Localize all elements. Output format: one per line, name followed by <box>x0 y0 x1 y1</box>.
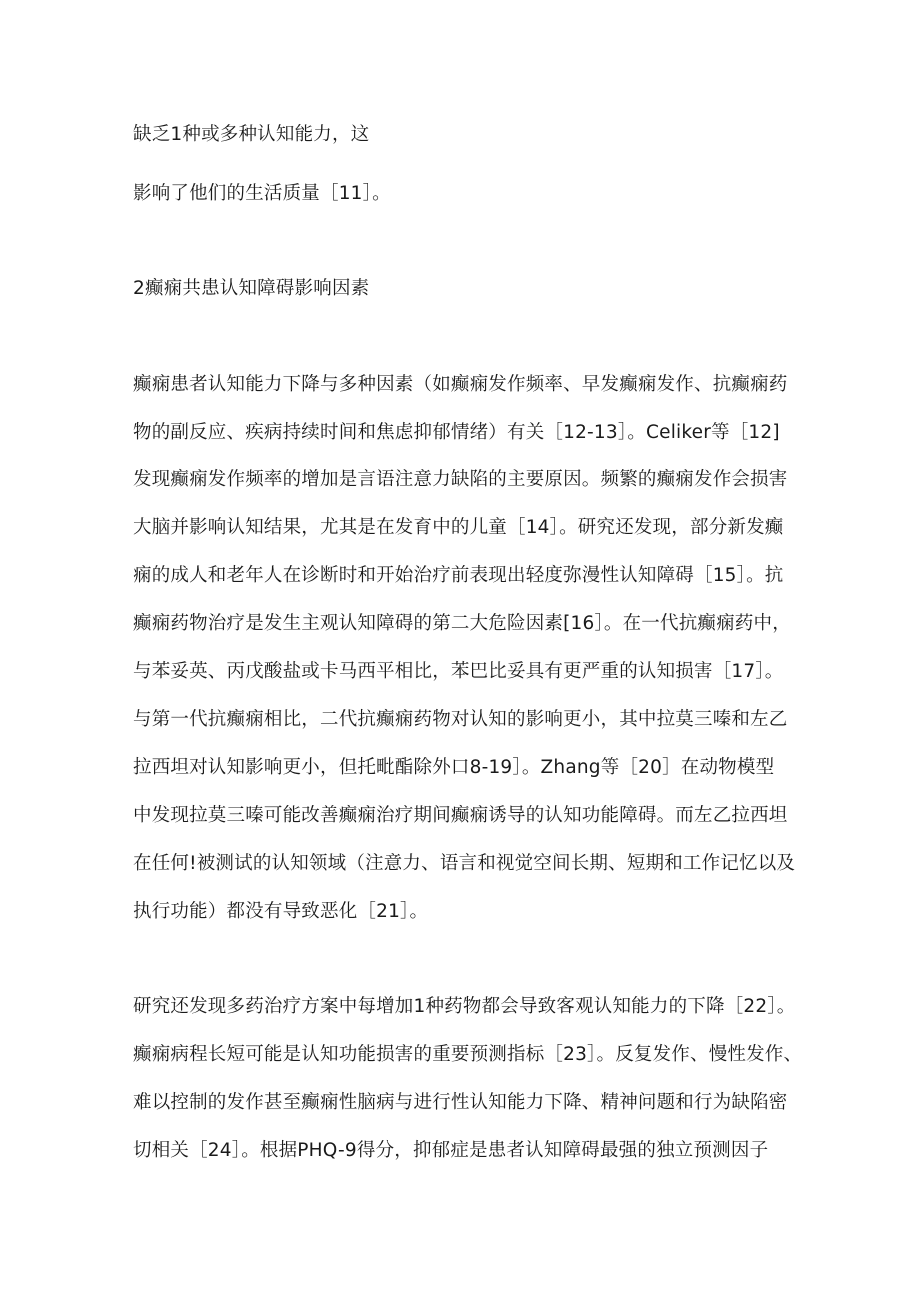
paragraph1-line-3: 发现癫痫发作频率的增加是言语注意力缺陷的主要原因。频繁的癫痫发作会损害 <box>133 469 788 490</box>
paragraph2-line-4: 切相关［24］。根据PHQ-9得分，抑郁症是患者认知障碍最强的独立预测因子 <box>133 1140 769 1161</box>
intro-line-2: 影响了他们的生活质量［11］。 <box>133 183 391 204</box>
paragraph1-line-10: 中发现拉莫三嗪可能改善癫痫治疗期间癫痫诱导的认知功能障碍。而左乙拉西坦 <box>133 805 788 826</box>
intro-line-1: 缺乏1种或多种认知能力，这 <box>133 124 370 145</box>
paragraph2-line-1: 研究还发现多药治疗方案中每增加1种药物都会导致客观认知能力的下降［22］。 <box>133 996 796 1017</box>
paragraph1-line-8: 与第一代抗癫痫相比，二代抗癫痫药物对认知的影响更小，其中拉莫三嗪和左乙 <box>133 709 788 730</box>
section-heading: 2癫痫共患认知障碍影响因素 <box>133 278 370 299</box>
paragraph1-line-7: 与苯妥英、丙戊酸盐或卡马西平相比，苯巴比妥具有更严重的认知损害［17］。 <box>133 661 784 682</box>
paragraph2-line-3: 难以控制的发作甚至癫痫性脑病与进行性认知能力下降、精神问题和行为缺陷密 <box>133 1092 788 1113</box>
paragraph1-line-1: 癫痫患者认知能力下降与多种因素（如癫痫发作频率、早发癫痫发作、抗癫痫药 <box>133 374 788 395</box>
paragraph1-line-2: 物的副反应、疾病持续时间和焦虑抑郁情绪）有关［12-13］。Celiker等［12] <box>133 422 780 443</box>
paragraph1-line-5: 痫的成人和老年人在诊断时和开始治疗前表现出轻度弥漫性认知障碍［15］。抗 <box>133 565 784 586</box>
paragraph1-line-4: 大脑并影响认知结果，尤其是在发育中的儿童［14］。研究还发现，部分新发癫 <box>133 517 784 538</box>
paragraph2-line-2: 癫痫病程长短可能是认知功能损害的重要预测指标［23］。反复发作、慢性发作、 <box>133 1044 803 1065</box>
paragraph1-line-6: 癫痫药物治疗是发生主观认知障碍的第二大危险因素[16］。在一代抗癫痫药中， <box>133 613 791 634</box>
paragraph1-line-9: 拉西坦对认知影响更小，但托毗酯除外口8-19］。Zhang等［20］在动物模型 <box>133 757 775 778</box>
paragraph1-line-12: 执行功能）都没有导致恶化［21］。 <box>133 901 429 922</box>
paragraph1-line-11: 在任何!被测试的认知领域（注意力、语言和视觉空间长期、短期和工作记忆以及 <box>133 853 796 874</box>
